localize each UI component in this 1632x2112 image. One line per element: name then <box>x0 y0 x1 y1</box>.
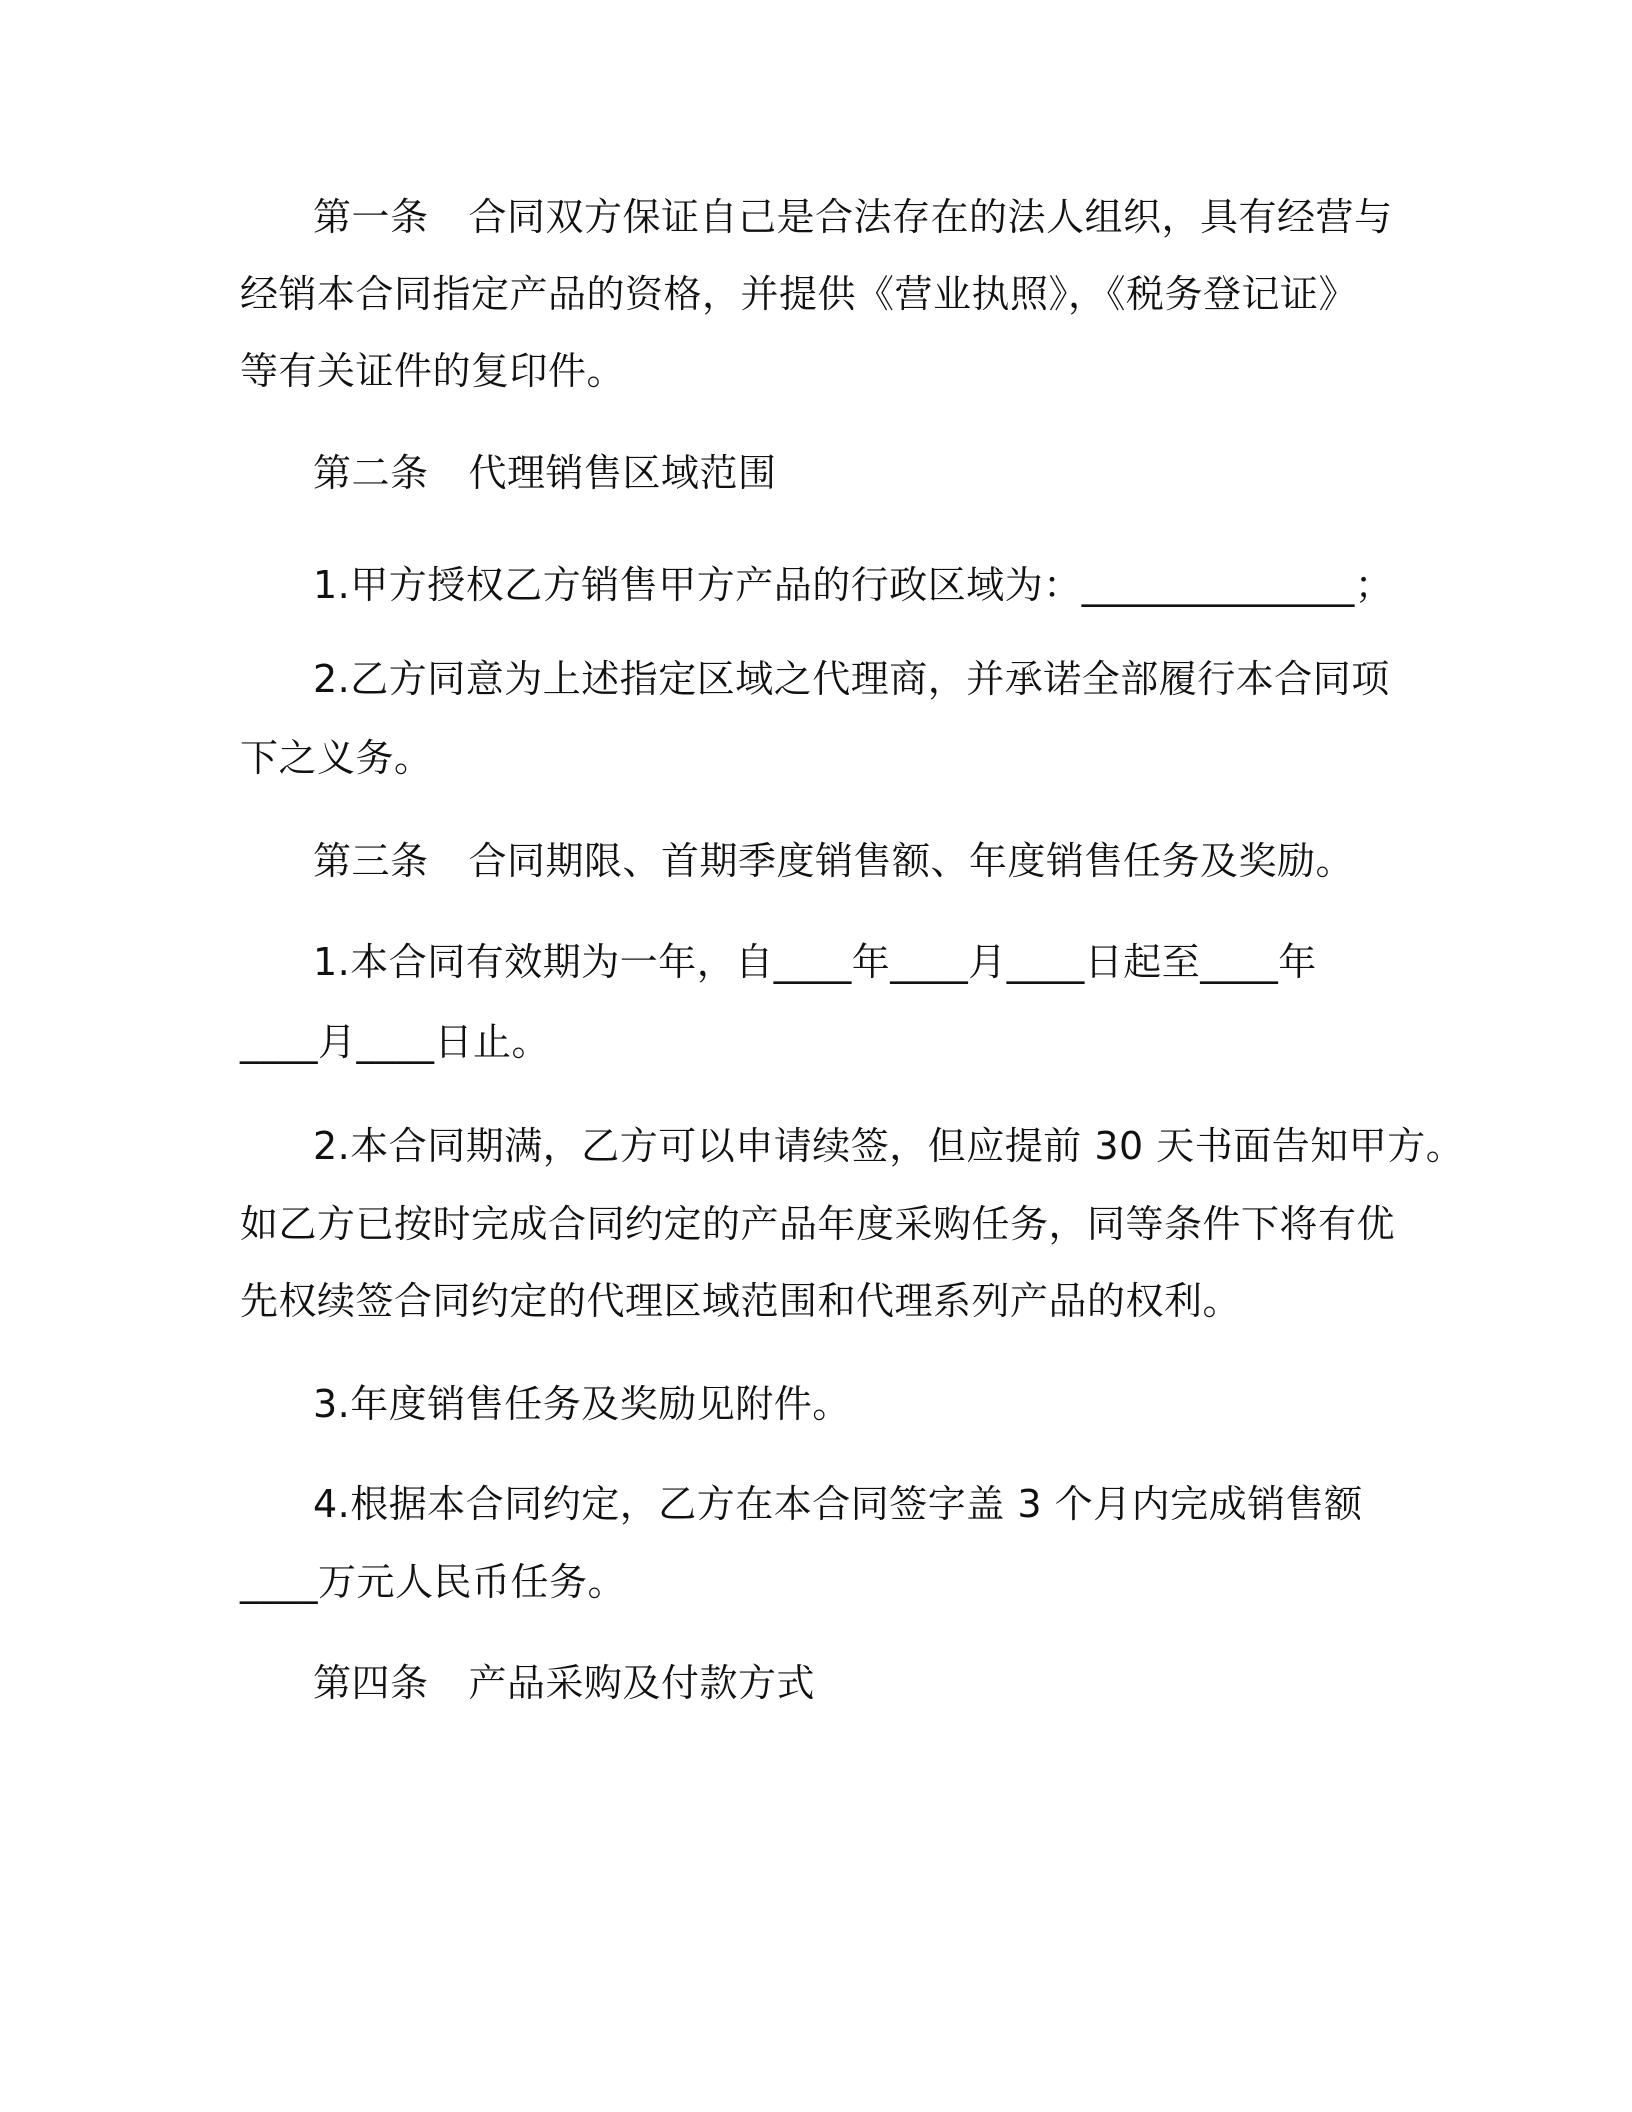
article3-item1-line1: 1.本合同有效期为一年，自____年____月____日起至____年 <box>313 940 1317 984</box>
article3-item4-line1: 4.根据本合同约定，乙方在本合同签字盖 3 个月内完成销售额 <box>313 1482 1363 1526</box>
article3-title: 合同期限、首期季度销售额、年度销售任务及奖励。 <box>468 839 1355 883</box>
article3-item2-line3: 先权续签合同约定的代理区域范围和代理系列产品的权利。 <box>240 1279 1242 1323</box>
article3-label: 第三条 <box>313 839 429 883</box>
article1-label: 第一条 <box>313 195 429 239</box>
article2-item2-line2: 下之义务。 <box>240 736 433 780</box>
article4-heading-line <box>313 1657 815 1709</box>
article1-text-line2: 经销本合同指定产品的资格，并提供《营业执照》，《税务登记证》 <box>240 272 1358 316</box>
article4-label: 第四条 <box>313 1661 429 1705</box>
article3-item1-line2: ____月____日止。 <box>240 1020 551 1064</box>
article2-label: 第二条 <box>313 451 429 495</box>
article2-item1: 1.甲方授权乙方销售甲方产品的行政区域为：______________； <box>313 563 1394 607</box>
article4-title: 产品采购及付款方式 <box>468 1661 816 1705</box>
article3-heading-line <box>313 835 1354 887</box>
article3-item3: 3.年度销售任务及奖励见附件。 <box>313 1382 851 1426</box>
article3-item2-line2: 如乙方已按时完成合同约定的产品年度采购任务，同等条件下将有优 <box>240 1202 1396 1246</box>
article1-heading-line <box>313 191 1393 243</box>
article3-item2-line1: 2.本合同期满，乙方可以申请续签，但应提前 30 天书面告知甲方。 <box>313 1124 1465 1168</box>
article2-title: 代理销售区域范围 <box>468 451 777 495</box>
article2-item2-line1: 2.乙方同意为上述指定区域之代理商，并承诺全部履行本合同项 <box>313 657 1390 701</box>
article1-text-line1: 合同双方保证自己是合法存在的法人组织，具有经营与 <box>468 195 1393 239</box>
article1-text-line3: 等有关证件的复印件。 <box>240 349 626 393</box>
article2-heading-line <box>313 447 777 499</box>
article3-item4-line2: ____万元人民币任务。 <box>240 1560 627 1604</box>
